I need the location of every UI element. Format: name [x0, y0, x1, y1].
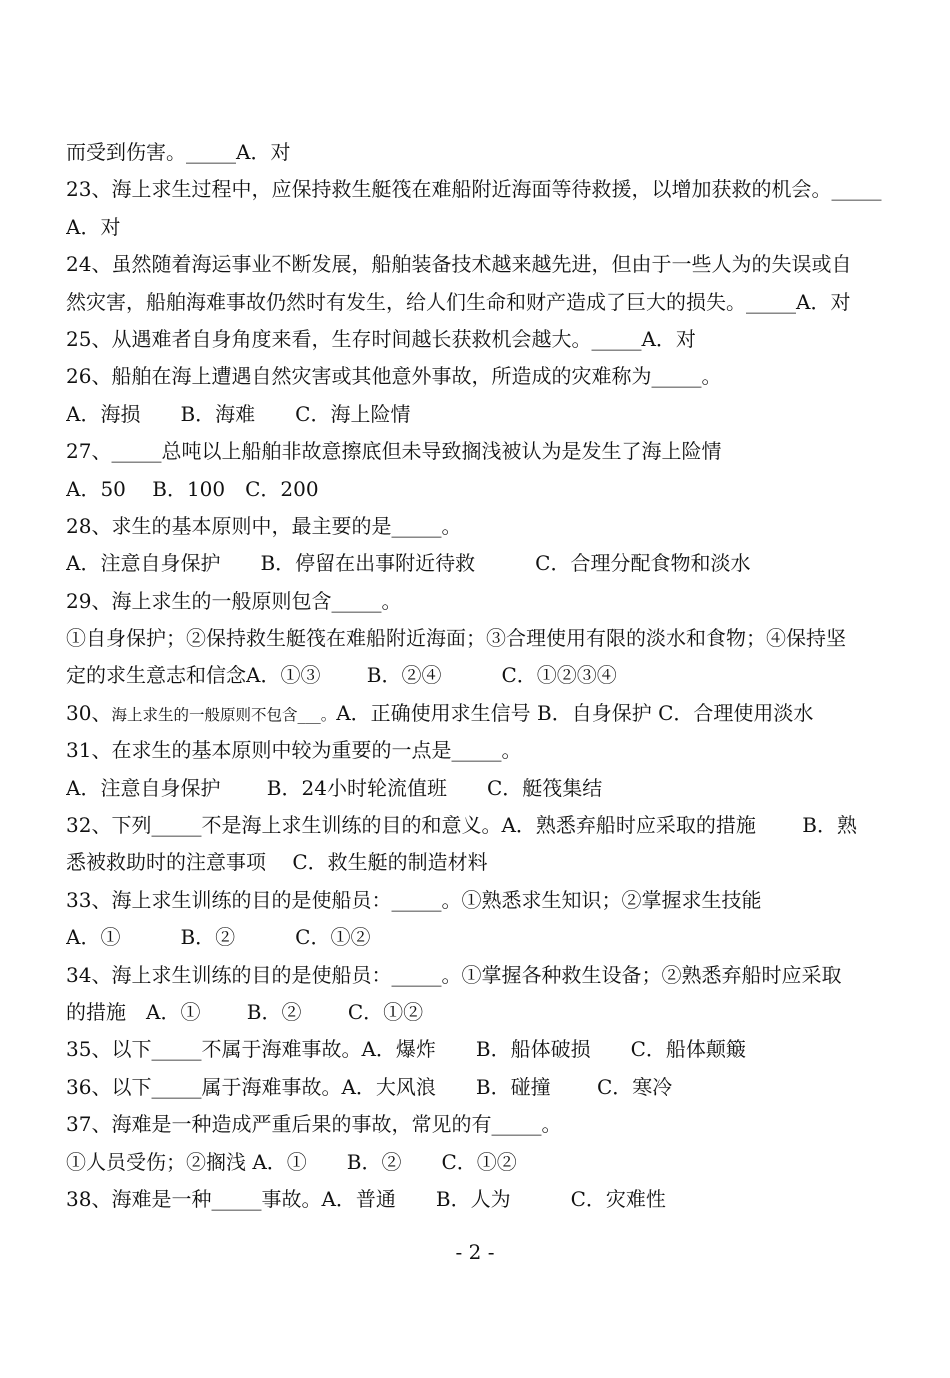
text-line: 定的求生意志和信念A．①③ B．②④ C．①②③④ — [66, 663, 617, 688]
text-line: ①自身保护；②保持救生艇筏在难船附近海面；③合理使用有限的淡水和食物；④保持坚 — [66, 626, 846, 651]
text-line: 32、下列_____不是海上求生训练的目的和意义。A．熟悉弃船时应采取的措施 B．熟 — [66, 813, 857, 838]
text-line: 26、船舶在海上遭遇自然灾害或其他意外事故，所造成的灾难称为_____。 — [66, 364, 722, 389]
text-line: 31、在求生的基本原则中较为重要的一点是_____。 — [66, 738, 522, 763]
text-line: A．50 B．100 C．200 — [66, 476, 319, 501]
text-line: 的措施 A．① B．② C．①② — [66, 999, 424, 1024]
text-line: 37、海难是一种造成严重后果的事故，常见的有_____。 — [66, 1112, 562, 1137]
question-30-small-text: 海上求生的一般原则不包含___。 — [111, 705, 337, 724]
text-line: A．① B．② C．①② — [66, 925, 371, 950]
text-line: 27、_____总吨以上船舶非故意擦底但未导致搁浅被认为是发生了海上险情 — [66, 439, 722, 464]
text-line: 而受到伤害。_____A．对 — [66, 140, 291, 164]
question-30-line — [66, 695, 898, 732]
question-text-block — [66, 134, 898, 1218]
text-line: 24、虽然随着海运事业不断发展，船舶装备技术越来越先进，但由于一些人为的失误或自 — [66, 252, 852, 277]
text-line: 29、海上求生的一般原则包含_____。 — [66, 588, 402, 613]
text-line: 38、海难是一种_____事故。A．普通 B．人为 C．灾难性 — [66, 1186, 666, 1211]
text-line: 34、海上求生训练的目的是使船员：_____。①掌握各种救生设备；②熟悉弃船时应采取 — [66, 962, 842, 987]
text-line: 25、从遇难者自身角度来看，生存时间越长获救机会越大。_____A．对 — [66, 326, 696, 351]
text-line: 36、以下_____属于海难事故。A．大风浪 B．碰撞 C．寒冷 — [66, 1074, 673, 1099]
text-line: 33、海上求生训练的目的是使船员：_____。①熟悉求生知识；②掌握求生技能 — [66, 887, 762, 912]
text-line: A．对 — [66, 214, 121, 239]
text-line: A．注意自身保护 B．24小时轮流值班 C．艇筏集结 — [66, 775, 603, 800]
text-line: A．注意自身保护 B．停留在出事附近待救 C．合理分配食物和淡水 — [66, 551, 751, 576]
text-line: 28、求生的基本原则中，最主要的是_____。 — [66, 513, 462, 538]
page-number: - 2 - — [455, 1240, 495, 1264]
text-line: A．海损 B．海难 C．海上险情 — [66, 401, 411, 426]
question-number: 30、 — [66, 700, 112, 725]
text-line: 然灾害，船舶海难事故仍然时有发生，给人们生命和财产造成了巨大的损失。_____A．对 — [66, 289, 851, 314]
text-line: 悉被救助时的注意事项 C．救生艇的制造材料 — [66, 850, 488, 875]
text-line: 23、海上求生过程中，应保持救生艇筏在难船附近海面等待救援，以增加获救的机会。_____ — [66, 177, 882, 202]
text-line: ①人员受伤；②搁浅 A．① B．② C．①② — [66, 1149, 517, 1174]
text-line: 35、以下_____不属于海难事故。A．爆炸 B．船体破损 C．船体颠簸 — [66, 1037, 746, 1062]
question-30-options: A．正确使用求生信号 B．自身保护 C．合理使用淡水 — [336, 700, 814, 725]
